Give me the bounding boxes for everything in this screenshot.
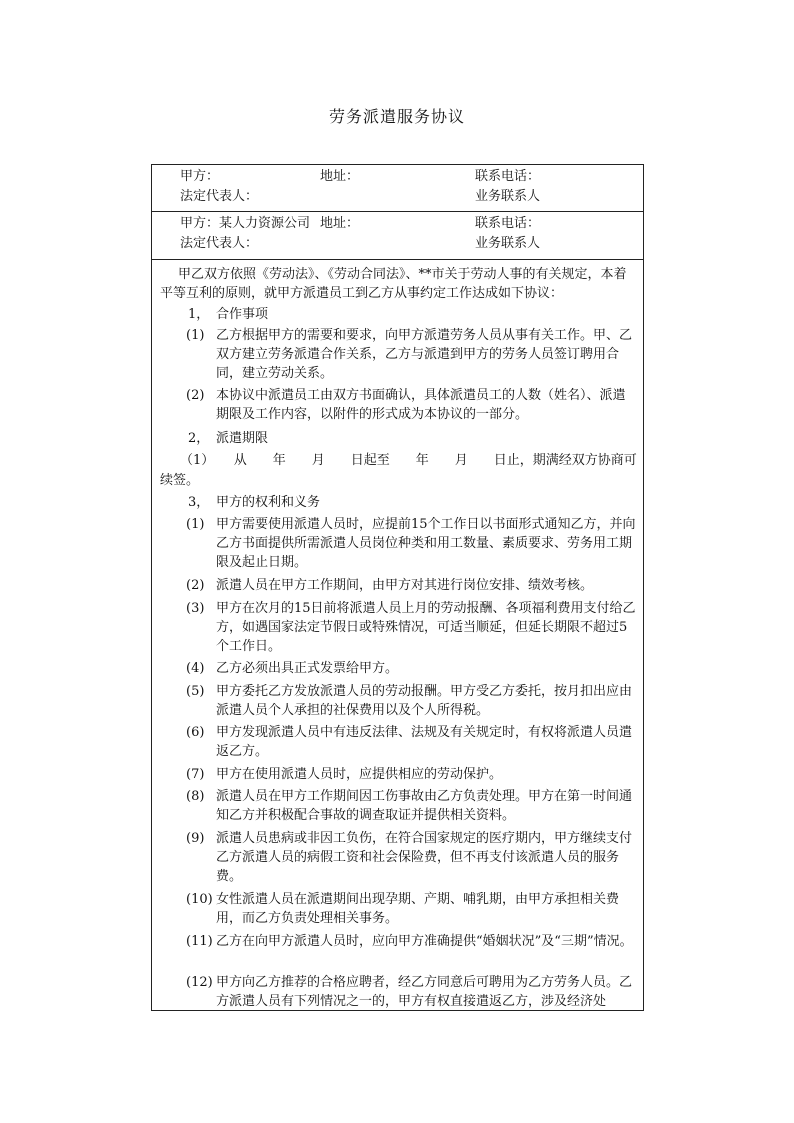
- s3-item-2-number: (2): [186, 578, 205, 593]
- s3-item-4-text: 乙方必须出具正式发票给甲方。: [216, 661, 399, 676]
- row-divider: [152, 211, 643, 212]
- section-2-number: 2，: [188, 431, 210, 446]
- s3-item-11-text: 乙方在向甲方派遣人员时，应向甲方准确提供“婚姻状况”及“三期”情况。: [216, 934, 633, 949]
- party-a-name-label: 甲方：: [180, 169, 220, 184]
- s3-item-1-number: (1): [186, 517, 205, 532]
- section-2-title: 派遣期限: [216, 431, 269, 446]
- s3-item-4-number: (4): [186, 661, 205, 676]
- row-divider: [152, 259, 643, 260]
- s3-item-2-text: 派遣人员在甲方工作期间，由甲方对其进行岗位安排、绩效考核。: [216, 578, 594, 593]
- s3-item-8-text: 派遣人员在甲方工作期间因工伤事故由乙方负责处理。甲方在第一时间通知乙方并积极配合事故的调查取证并提供相关资料。: [216, 789, 633, 823]
- s1-item-1-text: 乙方根据甲方的需要和要求，向甲方派遣劳务人员从事有关工作。甲、乙双方建立劳务派遣合作关系，乙方与派遣到甲方的劳务人员签订聘用合同，建立劳动关系。: [216, 328, 633, 381]
- party-b-phone-label: 联系电话：: [475, 216, 541, 231]
- s1-item-2-number: (2): [186, 388, 205, 403]
- agreement-table: [151, 164, 644, 1011]
- party-b-contact-label: 业务联系人: [475, 236, 541, 251]
- s3-item-6-number: (6): [186, 725, 205, 740]
- document-title: 劳务派遣服务协议: [328, 107, 465, 126]
- s1-item-2-text: 本协议中派遣员工由双方书面确认，具体派遣员工的人数（姓名）、派遣期限及工作内容，以附件的形式成为本协议的一部分。: [216, 388, 626, 422]
- party-a-address-label: 地址：: [320, 169, 360, 184]
- s3-item-9-number: (9): [186, 831, 205, 846]
- s3-item-6-text: 甲方发现派遣人员中有违反法律、法规及有关规定时，有权将派遣人员遣返乙方。: [216, 725, 633, 759]
- s3-item-11-number: (11): [186, 934, 213, 949]
- s3-item-7-text: 甲方在使用派遣人员时，应提供相应的劳动保护。: [216, 767, 503, 782]
- party-a-contact-label: 业务联系人: [475, 189, 541, 204]
- s3-item-10-number: (10): [186, 892, 213, 907]
- s1-item-1-number: (1): [186, 328, 205, 343]
- s3-item-5-number: (5): [186, 684, 205, 699]
- s3-item-7-number: (7): [186, 767, 205, 782]
- s3-item-3-text: 甲方在次月的15日前将派遣人员上月的劳动报酬、各项福利费用支付给乙方，如遇国家法定节假日或特殊情况，可适当顺延，但延长期限不超过5个工作日。: [216, 601, 636, 654]
- section-3-title: 甲方的权利和义务: [216, 495, 321, 510]
- s2-period-line-2: 续签。: [160, 473, 200, 488]
- party-b-address-label: 地址：: [320, 216, 360, 231]
- s3-item-12-number: (12): [186, 975, 213, 990]
- s3-item-3-number: (3): [186, 601, 205, 616]
- s3-item-1-text: 甲方需要使用派遣人员时，应提前15个工作日以书面形式通知乙方，并向乙方书面提供所需派遣人员岗位种类和用工数量、素质要求、劳务用工期限及起止日期。: [216, 517, 636, 570]
- section-1-title: 合作事项: [216, 307, 269, 322]
- s3-item-10-text: 女性派遣人员在派遣期间出现孕期、产期、哺乳期，由甲方承担相关费用，而乙方负责处理相关事务。: [216, 892, 620, 926]
- party-b-rep-label: 法定代表人：: [180, 236, 259, 251]
- s3-item-8-number: (8): [186, 789, 205, 804]
- party-b-name-label: 甲方：某人力资源公司: [180, 216, 311, 231]
- s3-item-9-text: 派遣人员患病或非因工负伤，在符合国家规定的医疗期内，甲方继续支付乙方派遣人员的病假工资和社会保险费，但不再支付该派遣人员的服务费。: [216, 831, 633, 884]
- party-a-phone-label: 联系电话：: [475, 169, 541, 184]
- party-a-rep-label: 法定代表人：: [180, 189, 259, 204]
- section-1-number: 1，: [188, 307, 210, 322]
- s2-period-line: （1） 从 年 月 日起至 年 月 日止，期满经双方协商可: [180, 453, 637, 468]
- s3-item-12-text: 甲方向乙方推荐的合格应聘者，经乙方同意后可聘用为乙方劳务人员。乙方派遣人员有下列情况之一的，甲方有权直接遣返乙方，涉及经济处: [216, 975, 633, 1009]
- intro-paragraph: 甲乙双方依照《劳动法》、《劳动合同法》、**市关于劳动人事的有关规定，本着平等互利的原则，就甲方派遣员工到乙方从事约定工作达成如下协议：: [160, 267, 627, 301]
- s3-item-5-text: 甲方委托乙方发放派遣人员的劳动报酬。甲方受乙方委托，按月扣出应由派遣人员个人承担的社保费用以及个人所得税。: [216, 684, 633, 718]
- section-3-number: 3，: [188, 495, 210, 510]
